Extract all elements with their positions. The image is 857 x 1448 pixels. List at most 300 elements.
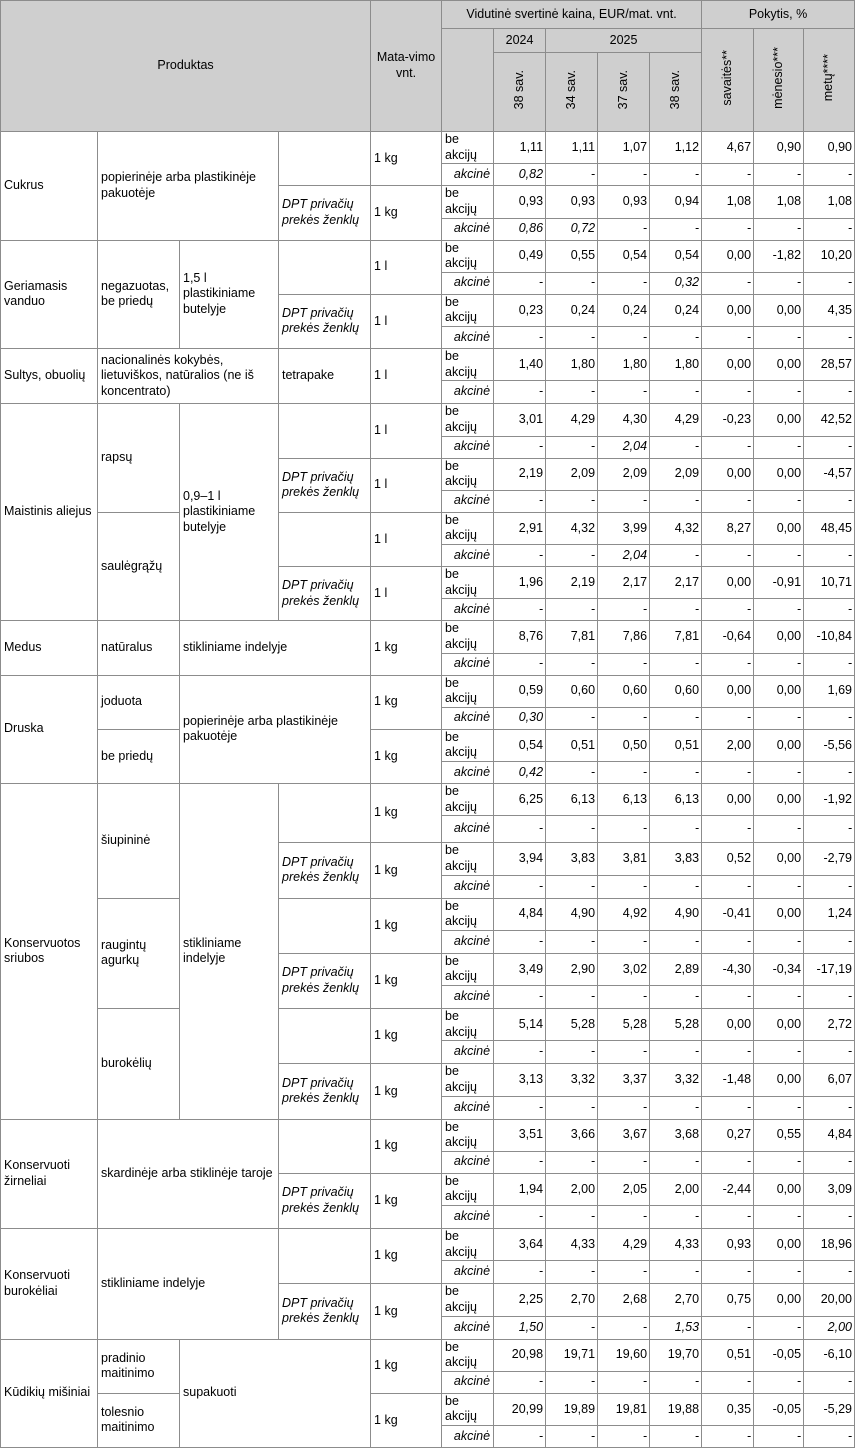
price-cell: -	[598, 1316, 650, 1339]
price-cell: 1,80	[546, 349, 598, 381]
header-wk-2025-37: 37 sav.	[598, 53, 650, 132]
regular-label: be akcijų	[442, 349, 494, 381]
price-cell: 1,40	[494, 349, 546, 381]
change-cell: -	[702, 875, 754, 898]
change-cell: 0,35	[702, 1393, 754, 1425]
price-cell: 0,24	[598, 294, 650, 326]
unit-cell: 1 kg	[371, 1119, 442, 1173]
regular-label: be akcijų	[442, 1009, 494, 1041]
change-cell: 0,27	[702, 1119, 754, 1151]
table-row	[1, 784, 855, 816]
price-cell: 5,28	[546, 1009, 598, 1041]
price-cell: 3,83	[650, 843, 702, 875]
product-desc: natūralus	[98, 621, 180, 675]
price-cell: 0,51	[546, 729, 598, 761]
change-cell: -	[702, 545, 754, 567]
product-variant: rapsų	[98, 404, 180, 513]
change-cell: -	[754, 545, 804, 567]
regular-label: be akcijų	[442, 458, 494, 490]
change-cell: -	[804, 762, 855, 784]
change-cell: -	[754, 816, 804, 843]
unit-cell: 1 kg	[371, 186, 442, 240]
table-row	[1, 898, 855, 930]
change-cell: 0,00	[702, 1009, 754, 1041]
price-cell: -	[650, 875, 702, 898]
product-name: Medus	[1, 621, 98, 675]
price-cell: -	[650, 1426, 702, 1448]
unit-cell: 1 l	[371, 567, 442, 621]
change-cell: -	[754, 875, 804, 898]
unit-cell: 1 kg	[371, 1173, 442, 1228]
price-cell: 3,37	[598, 1064, 650, 1096]
change-cell: 0,00	[754, 349, 804, 381]
price-cell: -	[546, 1206, 598, 1229]
private-label-cell	[279, 1119, 371, 1173]
price-cell: 19,60	[598, 1339, 650, 1371]
price-cell: 1,12	[650, 132, 702, 164]
private-label-cell: DPT privačių prekės ženklų	[279, 458, 371, 512]
price-cell: 0,93	[598, 186, 650, 218]
change-cell: 0,00	[754, 898, 804, 930]
price-cell: 4,32	[650, 512, 702, 544]
change-cell: -	[754, 1206, 804, 1229]
price-cell: 4,30	[598, 404, 650, 436]
regular-label: be akcijų	[442, 784, 494, 816]
price-cell: 2,70	[546, 1284, 598, 1316]
price-cell: -	[546, 1041, 598, 1064]
price-cell: 5,28	[650, 1009, 702, 1041]
change-cell: 0,00	[702, 675, 754, 707]
unit-cell: 1 kg	[371, 132, 442, 186]
price-cell: 0,60	[650, 675, 702, 707]
table-row	[1, 1009, 855, 1041]
regular-label: be akcijų	[442, 1393, 494, 1425]
price-cell: 1,80	[650, 349, 702, 381]
change-cell: -	[702, 272, 754, 294]
price-cell: 7,81	[546, 621, 598, 653]
price-cell: 3,32	[650, 1064, 702, 1096]
table-row	[1, 1393, 855, 1425]
change-cell: 6,07	[804, 1064, 855, 1096]
price-cell: 7,81	[650, 621, 702, 653]
change-cell: 4,67	[702, 132, 754, 164]
change-cell: -0,91	[754, 567, 804, 599]
price-cell: 0,93	[494, 186, 546, 218]
header-price-group: Vidutinė svertinė kaina, EUR/mat. vnt.	[442, 1, 702, 29]
price-cell: 4,29	[598, 1229, 650, 1261]
price-cell: -	[494, 272, 546, 294]
price-cell: 19,71	[546, 1339, 598, 1371]
private-label-cell: DPT privačių prekės ženklų	[279, 953, 371, 1008]
change-cell: -	[702, 1041, 754, 1064]
change-cell: 18,96	[804, 1229, 855, 1261]
change-cell: 1,08	[702, 186, 754, 218]
change-cell: 0,00	[754, 458, 804, 490]
product-name: Sultys, obuolių	[1, 349, 98, 404]
change-cell: -	[754, 490, 804, 512]
product-package: supakuoti	[180, 1339, 371, 1448]
price-cell: 2,17	[598, 567, 650, 599]
price-cell: -	[650, 545, 702, 567]
price-cell: 2,25	[494, 1284, 546, 1316]
price-cell: -	[494, 1151, 546, 1173]
unit-cell: 1 l	[371, 512, 442, 566]
change-cell: -1,92	[804, 784, 855, 816]
table-row	[1, 621, 855, 653]
promo-label: akcinė	[442, 599, 494, 621]
change-cell: -	[702, 930, 754, 953]
price-cell: 3,02	[598, 953, 650, 985]
private-label-cell: DPT privačių prekės ženklų	[279, 1284, 371, 1339]
price-cell: 1,94	[494, 1173, 546, 1205]
price-cell: -	[546, 653, 598, 675]
table-row	[1, 512, 855, 544]
product-package: skardinėje arba stiklinėje taroje	[98, 1119, 279, 1229]
price-cell: -	[546, 381, 598, 404]
change-cell: -	[804, 490, 855, 512]
price-cell: 0,51	[650, 729, 702, 761]
change-cell: -	[702, 381, 754, 404]
price-cell: 2,09	[546, 458, 598, 490]
change-cell: -0,41	[702, 898, 754, 930]
price-cell: -	[650, 327, 702, 349]
price-cell: -	[650, 490, 702, 512]
private-label-cell: DPT privačių prekės ženklų	[279, 186, 371, 240]
price-cell: -	[598, 1041, 650, 1064]
price-cell: 3,83	[546, 843, 598, 875]
price-cell: 0,50	[598, 729, 650, 761]
price-cell: -	[494, 327, 546, 349]
regular-label: be akcijų	[442, 1064, 494, 1096]
price-cell: 0,60	[546, 675, 598, 707]
private-label-cell	[279, 132, 371, 186]
price-cell: 2,70	[650, 1284, 702, 1316]
price-cell: -	[650, 986, 702, 1009]
change-cell: -10,84	[804, 621, 855, 653]
change-cell: -	[804, 816, 855, 843]
price-cell: 8,76	[494, 621, 546, 653]
price-cell: 1,96	[494, 567, 546, 599]
unit-cell: 1 l	[371, 458, 442, 512]
price-cell: -	[494, 490, 546, 512]
change-cell: -	[702, 1261, 754, 1284]
product-package: popierinėje arba plastikinėje pakuotėje	[98, 132, 279, 241]
change-cell: -5,56	[804, 729, 855, 761]
header-wk-2024-38: 38 sav.	[494, 53, 546, 132]
change-cell: -	[804, 707, 855, 729]
table-row	[1, 240, 855, 272]
change-cell: 4,35	[804, 294, 855, 326]
change-cell: -	[754, 707, 804, 729]
promo-label: akcinė	[442, 1096, 494, 1119]
price-cell: 2,19	[546, 567, 598, 599]
change-cell: 0,00	[702, 567, 754, 599]
price-cell: -	[546, 707, 598, 729]
change-cell: -	[702, 1151, 754, 1173]
price-cell: -	[546, 327, 598, 349]
price-cell: 6,25	[494, 784, 546, 816]
change-cell: -6,10	[804, 1339, 855, 1371]
change-cell: -	[804, 1426, 855, 1448]
change-cell: -	[702, 707, 754, 729]
change-cell: -	[754, 653, 804, 675]
private-label-cell: DPT privačių prekės ženklų	[279, 294, 371, 348]
price-cell: 0,24	[546, 294, 598, 326]
change-cell: -	[702, 1316, 754, 1339]
change-cell: -	[702, 1371, 754, 1393]
price-cell: -	[494, 875, 546, 898]
private-label-cell	[279, 1009, 371, 1064]
change-cell: -	[702, 490, 754, 512]
change-cell: 0,00	[702, 240, 754, 272]
product-variant: tolesnio maitinimo	[98, 1393, 180, 1447]
change-cell: 0,93	[702, 1229, 754, 1261]
product-name: Geriamasis vanduo	[1, 240, 98, 349]
table-row	[1, 404, 855, 436]
price-cell: 2,04	[598, 436, 650, 458]
price-cell: -	[494, 930, 546, 953]
price-cell: 4,92	[598, 898, 650, 930]
change-cell: -	[804, 218, 855, 240]
price-cell: -	[546, 986, 598, 1009]
price-cell: 2,00	[546, 1173, 598, 1205]
price-cell: 2,17	[650, 567, 702, 599]
price-cell: 5,14	[494, 1009, 546, 1041]
price-cell: 4,29	[546, 404, 598, 436]
price-cell: -	[546, 816, 598, 843]
price-cell: 2,09	[598, 458, 650, 490]
price-cell: 3,81	[598, 843, 650, 875]
promo-label: akcinė	[442, 545, 494, 567]
header-year-2024: 2024	[494, 29, 546, 53]
price-cell: -	[650, 436, 702, 458]
change-cell: -4,57	[804, 458, 855, 490]
unit-cell: 1 kg	[371, 898, 442, 953]
change-cell: -	[804, 272, 855, 294]
change-cell: 1,08	[754, 186, 804, 218]
price-cell: -	[494, 1096, 546, 1119]
product-variant: šiupininė	[98, 784, 180, 899]
change-cell: 0,00	[754, 675, 804, 707]
change-cell: -	[702, 816, 754, 843]
private-label-cell	[279, 240, 371, 294]
product-package: 1,5 l plastikiniame butelyje	[180, 240, 279, 349]
promo-label: akcinė	[442, 327, 494, 349]
product-variant: pradinio maitinimo	[98, 1339, 180, 1393]
header-year-2025: 2025	[546, 29, 702, 53]
header-produktas: Produktas	[1, 1, 371, 132]
regular-label: be akcijų	[442, 404, 494, 436]
change-cell: -	[804, 327, 855, 349]
regular-label: be akcijų	[442, 294, 494, 326]
price-cell: -	[598, 875, 650, 898]
change-cell: -2,79	[804, 843, 855, 875]
price-cell: -	[650, 381, 702, 404]
table-row	[1, 675, 855, 707]
price-cell: 3,01	[494, 404, 546, 436]
change-cell: 0,90	[754, 132, 804, 164]
price-cell: -	[546, 1096, 598, 1119]
change-cell: -	[804, 381, 855, 404]
change-cell: -	[702, 1206, 754, 1229]
product-name: Konservuoti burokėliai	[1, 1229, 98, 1340]
price-cell: -	[494, 653, 546, 675]
change-cell: 0,00	[702, 784, 754, 816]
promo-label: akcinė	[442, 816, 494, 843]
price-cell: -	[598, 1261, 650, 1284]
change-cell: -1,48	[702, 1064, 754, 1096]
change-cell: 0,00	[754, 1229, 804, 1261]
unit-cell: 1 kg	[371, 1284, 442, 1339]
price-cell: 7,86	[598, 621, 650, 653]
unit-cell: 1 l	[371, 404, 442, 458]
change-cell: 1,69	[804, 675, 855, 707]
price-cell: 0,49	[494, 240, 546, 272]
product-variant: raugintų agurkų	[98, 898, 180, 1009]
price-cell: 1,50	[494, 1316, 546, 1339]
change-cell: -	[754, 381, 804, 404]
price-cell: -	[598, 272, 650, 294]
change-cell: -	[702, 653, 754, 675]
change-cell: -5,29	[804, 1393, 855, 1425]
price-cell: -	[546, 1371, 598, 1393]
regular-label: be akcijų	[442, 567, 494, 599]
price-cell: 0,32	[650, 272, 702, 294]
table-row	[1, 1339, 855, 1371]
price-cell: 4,90	[546, 898, 598, 930]
unit-cell: 1 kg	[371, 953, 442, 1008]
change-cell: -	[804, 986, 855, 1009]
header-chg-year: metų****	[804, 29, 855, 132]
promo-label: akcinė	[442, 1041, 494, 1064]
change-cell: 0,51	[702, 1339, 754, 1371]
table-row	[1, 349, 855, 381]
price-cell: -	[546, 1316, 598, 1339]
private-label-cell	[279, 404, 371, 458]
price-cell: 0,42	[494, 762, 546, 784]
table-row	[1, 132, 855, 164]
price-cell: -	[598, 707, 650, 729]
change-cell: 0,00	[754, 404, 804, 436]
price-cell: -	[598, 1371, 650, 1393]
price-cell: 3,66	[546, 1119, 598, 1151]
price-cell: 4,33	[650, 1229, 702, 1261]
change-cell: -1,82	[754, 240, 804, 272]
table-row	[1, 1119, 855, 1151]
price-cell: -	[598, 164, 650, 186]
product-package: popierinėje arba plastikinėje pakuotėje	[180, 675, 371, 784]
price-cell: 0,86	[494, 218, 546, 240]
change-cell: -	[754, 164, 804, 186]
price-cell: -	[494, 545, 546, 567]
change-cell: 0,00	[702, 294, 754, 326]
price-cell: -	[494, 816, 546, 843]
unit-cell: 1 kg	[371, 1009, 442, 1064]
price-cell: -	[598, 218, 650, 240]
regular-label: be akcijų	[442, 675, 494, 707]
price-cell: -	[494, 436, 546, 458]
unit-cell: 1 l	[371, 294, 442, 348]
price-cell: -	[598, 653, 650, 675]
price-cell: -	[598, 1426, 650, 1448]
change-cell: -	[804, 164, 855, 186]
change-cell: -	[754, 986, 804, 1009]
promo-label: akcinė	[442, 1426, 494, 1448]
header-unit: Mata-vimo vnt.	[371, 1, 442, 132]
change-cell: -	[754, 1426, 804, 1448]
promo-label: akcinė	[442, 1316, 494, 1339]
price-cell: 0,54	[494, 729, 546, 761]
price-cell: -	[650, 1206, 702, 1229]
price-cell: -	[650, 653, 702, 675]
product-package: stikliniame indelyje	[98, 1229, 279, 1340]
price-cell: -	[546, 875, 598, 898]
regular-label: be akcijų	[442, 898, 494, 930]
price-cell: -	[546, 762, 598, 784]
change-cell: -	[754, 1041, 804, 1064]
change-cell: 0,00	[754, 1009, 804, 1041]
price-cell: -	[494, 381, 546, 404]
change-cell: -	[754, 1151, 804, 1173]
change-cell: 0,00	[754, 1284, 804, 1316]
change-cell: -	[804, 1261, 855, 1284]
change-cell: -	[754, 1316, 804, 1339]
price-cell: 20,99	[494, 1393, 546, 1425]
price-cell: -	[598, 986, 650, 1009]
price-cell: 2,68	[598, 1284, 650, 1316]
private-label-cell	[279, 512, 371, 566]
unit-cell: 1 kg	[371, 1229, 442, 1284]
regular-label: be akcijų	[442, 1339, 494, 1371]
price-cell: 3,68	[650, 1119, 702, 1151]
private-label-cell	[279, 784, 371, 843]
change-cell: -0,05	[754, 1393, 804, 1425]
price-cell: -	[650, 218, 702, 240]
price-cell: 0,93	[546, 186, 598, 218]
private-label-cell	[279, 898, 371, 953]
regular-label: be akcijų	[442, 240, 494, 272]
regular-label: be akcijų	[442, 621, 494, 653]
price-cell: 0,55	[546, 240, 598, 272]
change-cell: -	[754, 930, 804, 953]
product-name: Maistinis aliejus	[1, 404, 98, 621]
change-cell: -2,44	[702, 1173, 754, 1205]
price-cell: -	[598, 762, 650, 784]
change-cell: 0,90	[804, 132, 855, 164]
change-cell: 8,27	[702, 512, 754, 544]
change-cell: -	[804, 1151, 855, 1173]
price-cell: 3,99	[598, 512, 650, 544]
price-cell: 2,04	[598, 545, 650, 567]
price-cell: -	[598, 327, 650, 349]
price-cell: -	[650, 164, 702, 186]
promo-label: akcinė	[442, 653, 494, 675]
price-cell: 19,81	[598, 1393, 650, 1425]
promo-label: akcinė	[442, 218, 494, 240]
change-cell: 3,09	[804, 1173, 855, 1205]
regular-label: be akcijų	[442, 132, 494, 164]
price-cell: 3,94	[494, 843, 546, 875]
price-cell: 0,24	[650, 294, 702, 326]
price-cell: 0,54	[598, 240, 650, 272]
price-cell: 4,33	[546, 1229, 598, 1261]
change-cell: 0,55	[754, 1119, 804, 1151]
table-row	[1, 1229, 855, 1261]
price-cell: 1,11	[546, 132, 598, 164]
change-cell: 1,24	[804, 898, 855, 930]
price-cell: 2,09	[650, 458, 702, 490]
promo-label: akcinė	[442, 762, 494, 784]
